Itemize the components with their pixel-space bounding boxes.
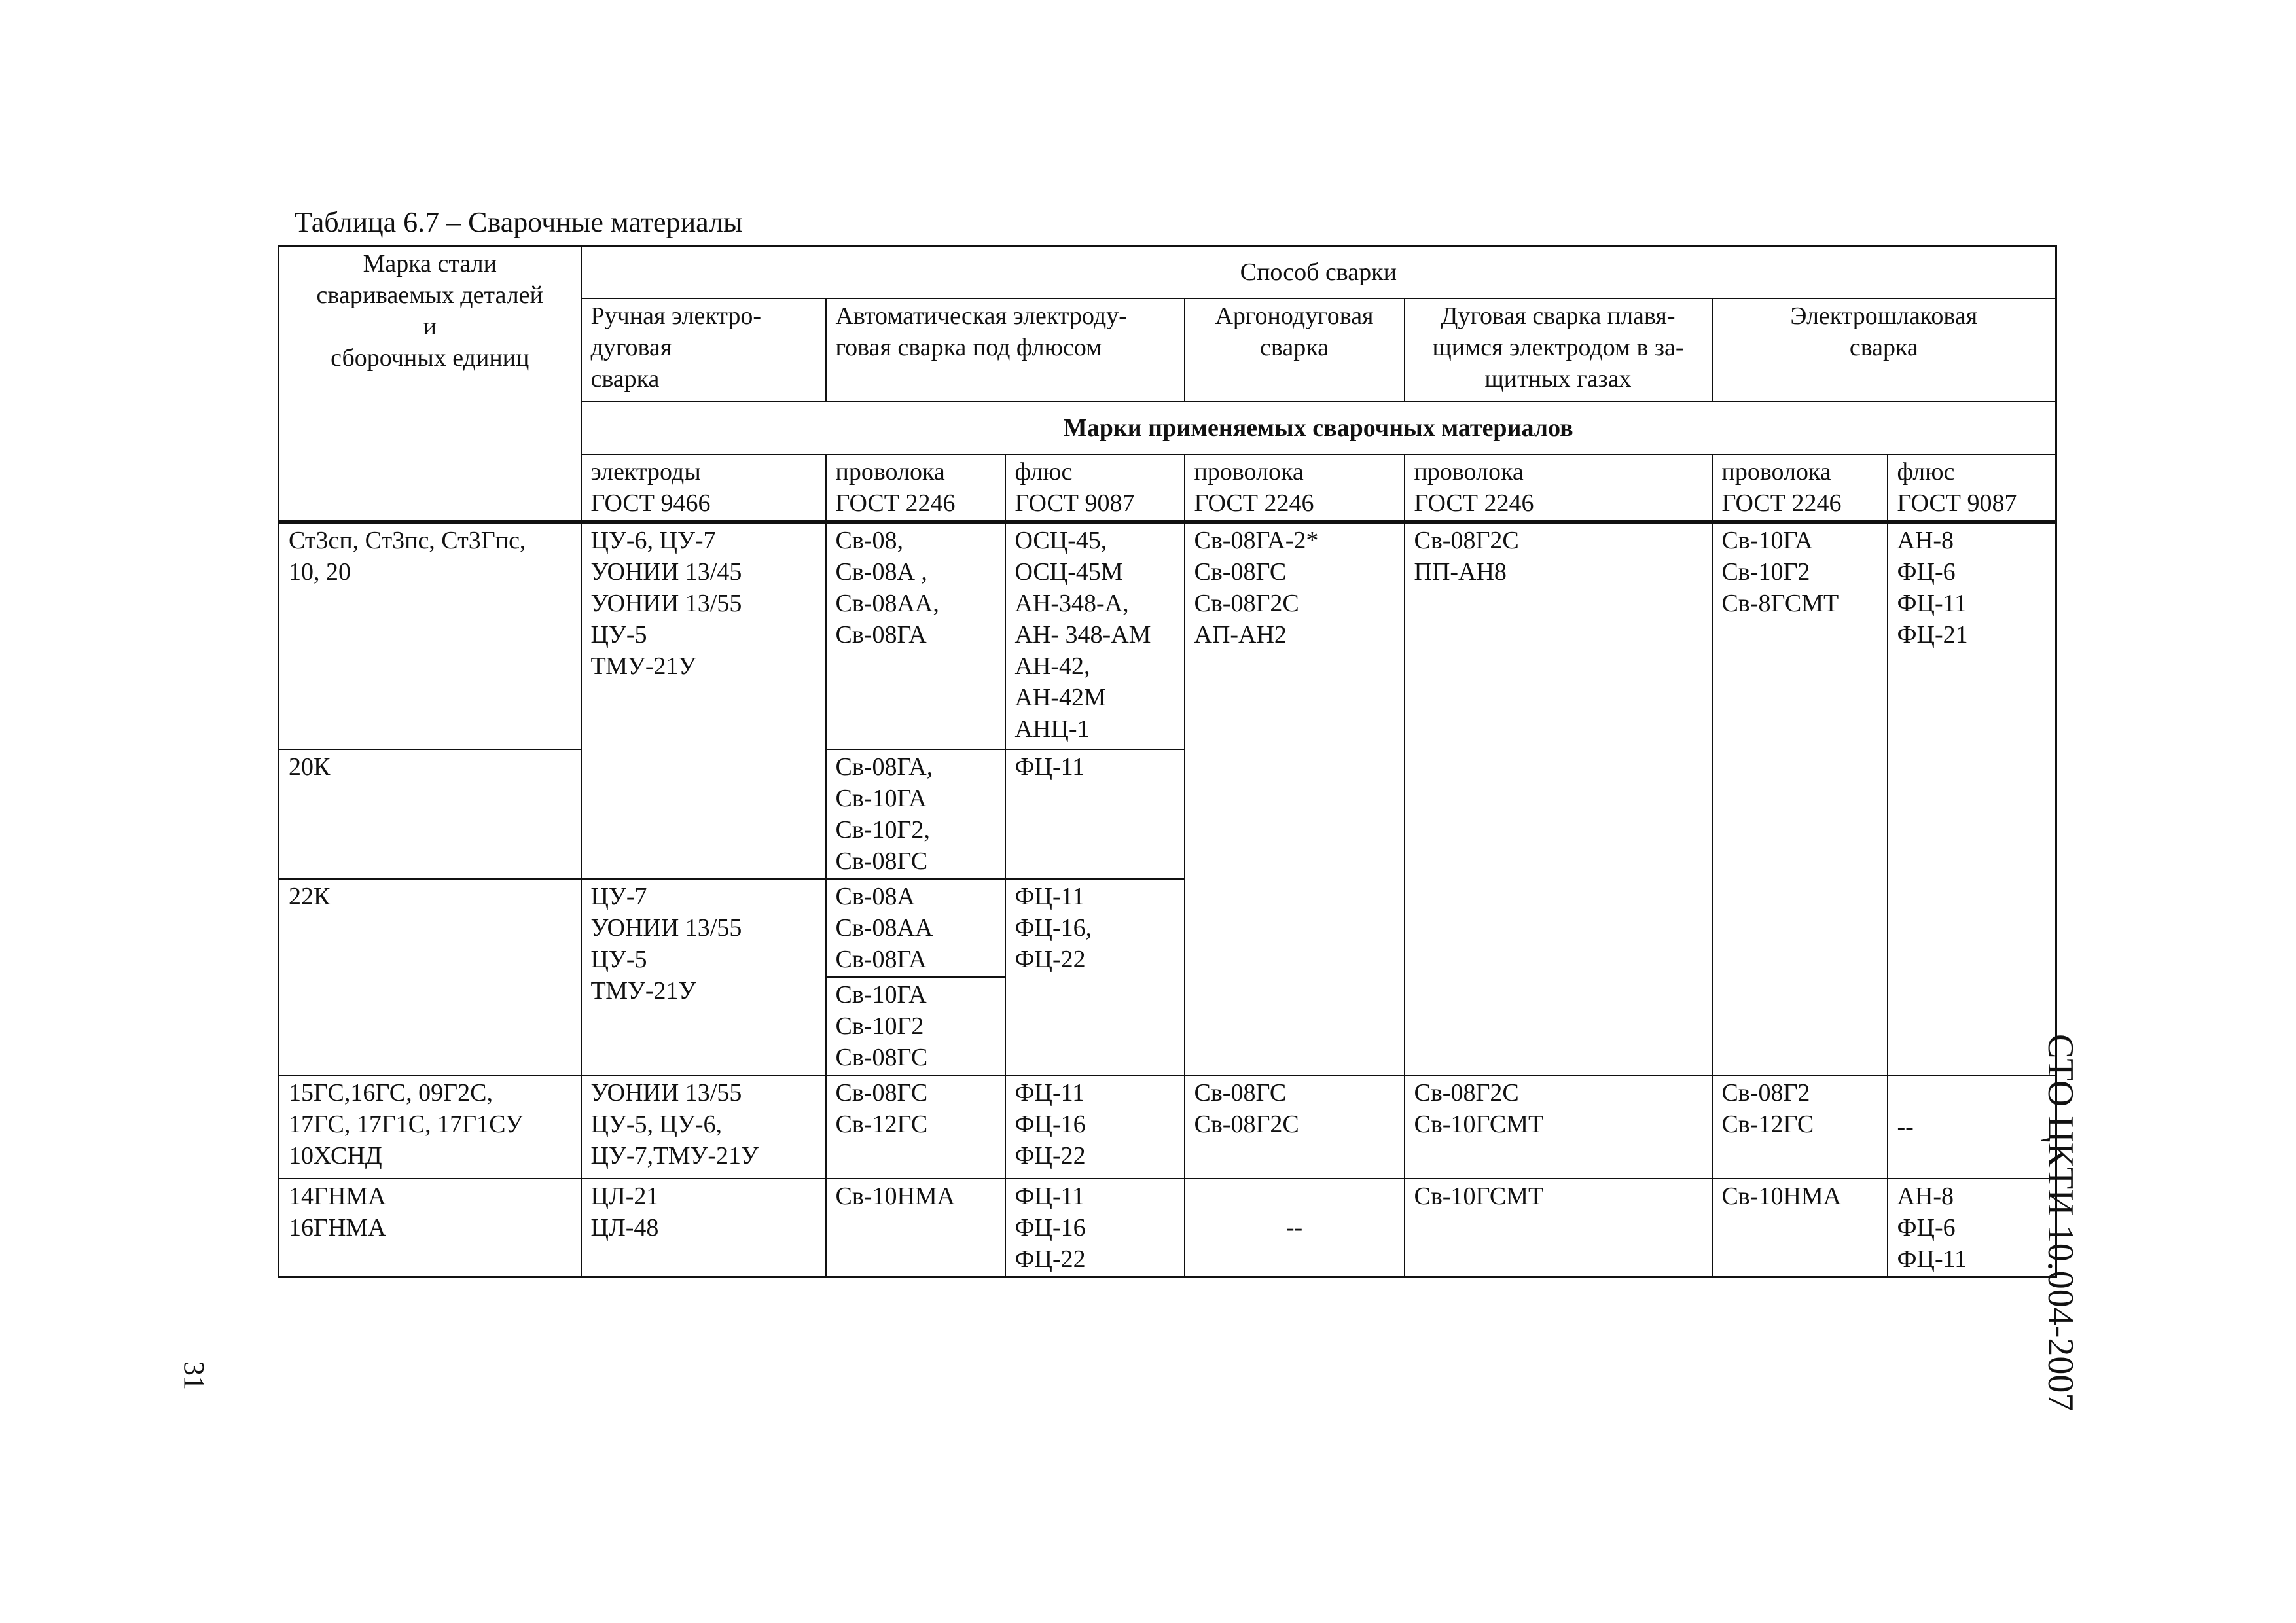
wire-auto-cell: Св-08, Св-08А , Св-08АА, Св-08ГА bbox=[826, 522, 1005, 749]
flux-auto-cell: ФЦ-11 ФЦ-16 ФЦ-22 bbox=[1005, 1179, 1185, 1277]
slag-wire-cell: Св-10ГА Св-10Г2 Св-8ГСМТ bbox=[1712, 522, 1888, 1075]
electrodes-cell: УОНИИ 13/55 ЦУ-5, ЦУ-6, ЦУ-7,ТМУ-21У bbox=[581, 1075, 826, 1179]
subheader-electrodes: электроды ГОСТ 9466 bbox=[581, 454, 826, 522]
slag-flux-cell: АН-8 ФЦ-6 ФЦ-11 bbox=[1888, 1179, 2056, 1277]
wire-auto-cell: Св-08А Св-08АА Св-08ГА bbox=[826, 879, 1005, 977]
slag-flux-cell: АН-8 ФЦ-6 ФЦ-11 ФЦ-21 bbox=[1888, 522, 2056, 1075]
header-gas-shielded: Дуговая сварка плавя- щимся электродом в за- щитных газах bbox=[1405, 298, 1712, 402]
slag-flux-cell: -- bbox=[1888, 1075, 2056, 1179]
slag-wire-cell: Св-10НМА bbox=[1712, 1179, 1888, 1277]
subheader-flux-auto: флюс ГОСТ 9087 bbox=[1005, 454, 1185, 522]
header-steel-grade: Марка стали свариваемых деталей и сборочных единиц bbox=[279, 246, 581, 522]
flux-auto-cell: ОСЦ-45, ОСЦ-45М АН-348-А, АН- 348-АМ АН-42, АН-42М АНЦ-1 bbox=[1005, 522, 1185, 749]
subheader-wire-gas: проволока ГОСТ 2246 bbox=[1405, 454, 1712, 522]
electrodes-cell: ЦУ-7 УОНИИ 13/55 ЦУ-5 ТМУ-21У bbox=[581, 879, 826, 1075]
standard-code: СТО ЦКТИ 10.004-2007 bbox=[2040, 1034, 2081, 1412]
header-materials-title: Марки применяемых сварочных материалов bbox=[581, 402, 2056, 454]
subheader-wire-auto: проволока ГОСТ 2246 bbox=[826, 454, 1005, 522]
header-argon-arc: Аргонодуговая сварка bbox=[1185, 298, 1405, 402]
steel-grade-cell: 14ГНМА 16ГНМА bbox=[279, 1179, 581, 1277]
argon-wire-cell: -- bbox=[1185, 1179, 1405, 1277]
header-manual-arc: Ручная электро- дуговая сварка bbox=[581, 298, 826, 402]
steel-grade-cell: 20К bbox=[279, 749, 581, 879]
subheader-flux-slag: флюс ГОСТ 9087 bbox=[1888, 454, 2056, 522]
header-electroslag: Электрошлаковая сварка bbox=[1712, 298, 2056, 402]
argon-wire-cell: Св-08ГА-2* Св-08ГС Св-08Г2С АП-АН2 bbox=[1185, 522, 1405, 1075]
flux-auto-cell: ФЦ-11 ФЦ-16 ФЦ-22 bbox=[1005, 1075, 1185, 1179]
slag-wire-cell: Св-08Г2 Св-12ГС bbox=[1712, 1075, 1888, 1179]
wire-auto-cell: Св-10НМА bbox=[826, 1179, 1005, 1277]
gas-wire-cell: Св-08Г2С ПП-АН8 bbox=[1405, 522, 1712, 1075]
header-automatic-arc: Автоматическая электроду- говая сварка под флюсом bbox=[826, 298, 1185, 402]
steel-grade-cell: 22К bbox=[279, 879, 581, 1075]
argon-wire-cell: Св-08ГС Св-08Г2С bbox=[1185, 1075, 1405, 1179]
steel-grade-cell: Ст3сп, Ст3пс, Ст3Гпс, 10, 20 bbox=[279, 522, 581, 749]
gas-wire-cell: Св-10ГСМТ bbox=[1405, 1179, 1712, 1277]
gas-wire-cell: Св-08Г2С Св-10ГСМТ bbox=[1405, 1075, 1712, 1179]
wire-auto-cell: Св-10ГА Св-10Г2 Св-08ГС bbox=[826, 977, 1005, 1075]
table-caption: Таблица 6.7 – Сварочные материалы bbox=[295, 206, 743, 238]
flux-auto-cell: ФЦ-11 ФЦ-16, ФЦ-22 bbox=[1005, 879, 1185, 1075]
flux-auto-cell: ФЦ-11 bbox=[1005, 749, 1185, 879]
electrodes-cell: ЦЛ-21 ЦЛ-48 bbox=[581, 1179, 826, 1277]
electrodes-cell: ЦУ-6, ЦУ-7 УОНИИ 13/45 УОНИИ 13/55 ЦУ-5 ТМУ-21У bbox=[581, 522, 826, 879]
welding-materials-table bbox=[278, 245, 2057, 1278]
steel-grade-cell: 15ГС,16ГС, 09Г2С, 17ГС, 17Г1С, 17Г1СУ 10ХСНД bbox=[279, 1075, 581, 1179]
subheader-wire-argon: проволока ГОСТ 2246 bbox=[1185, 454, 1405, 522]
wire-auto-cell: Св-08ГА, Св-10ГА Св-10Г2, Св-08ГС bbox=[826, 749, 1005, 879]
subheader-wire-slag: проволока ГОСТ 2246 bbox=[1712, 454, 1888, 522]
page-number: 31 bbox=[178, 1361, 210, 1390]
header-welding-method: Способ сварки bbox=[581, 246, 2056, 298]
wire-auto-cell: Св-08ГС Св-12ГС bbox=[826, 1075, 1005, 1179]
